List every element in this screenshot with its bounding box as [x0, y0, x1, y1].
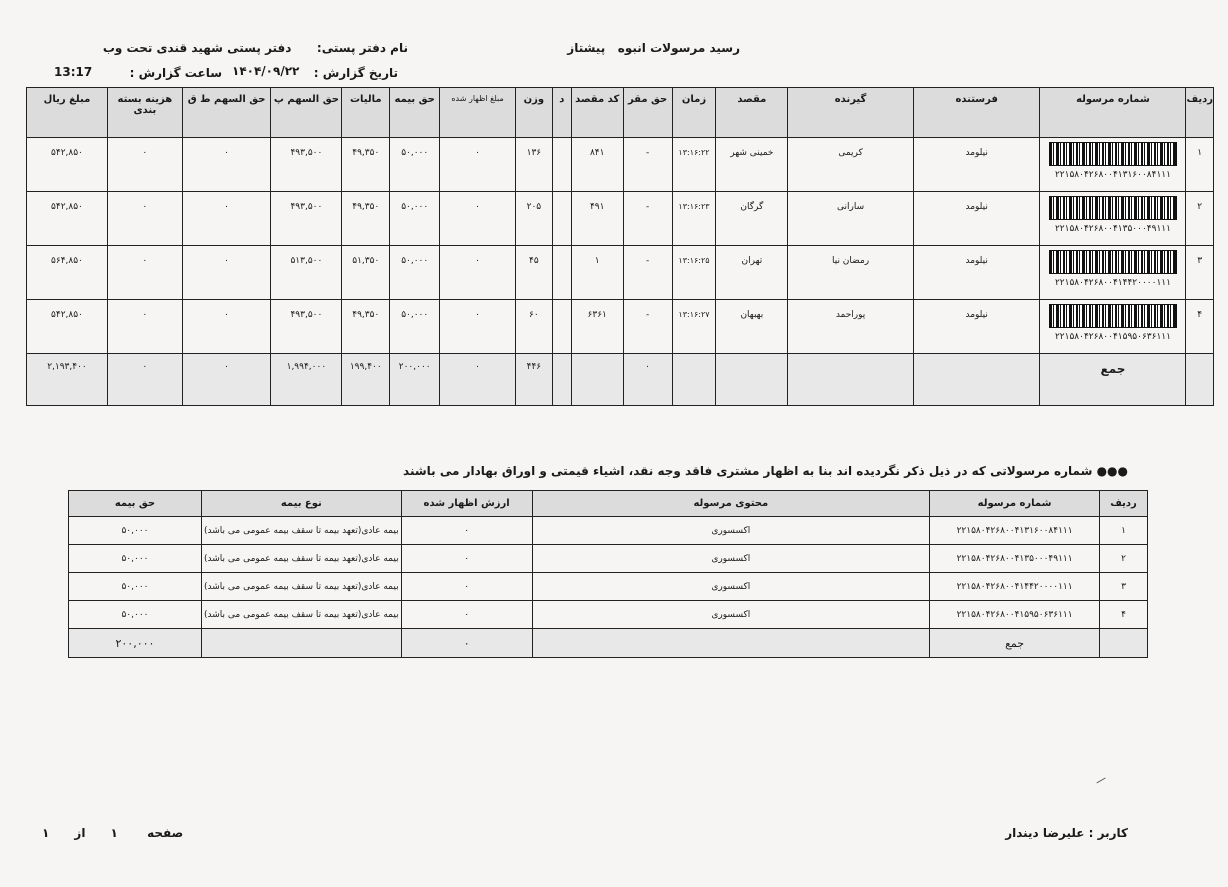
- ins-barcode: ۲۲۱۵۸۰۴۲۶۸۰۰۴۱۳۱۶۰۰۸۴۱۱۱: [930, 517, 1100, 545]
- ins-row-number: ۱: [1100, 517, 1148, 545]
- time-cell: ۱۳:۱۶:۲۷: [672, 300, 716, 354]
- barcode-number: ۲۲۱۵۸۰۴۲۶۸۰۰۴۱۳۵۰۰۰۴۹۱۱۱: [1054, 224, 1171, 234]
- ins-col-content: محتوی مرسوله: [532, 491, 930, 517]
- ins-sum-premium: ۲۰۰,۰۰۰: [69, 629, 202, 658]
- amount-cell: ۵۶۴,۸۵۰: [27, 246, 108, 300]
- amount-cell: ۵۴۲,۸۵۰: [27, 192, 108, 246]
- sum-empty: [571, 354, 623, 406]
- ins-declared: ۰: [401, 517, 532, 545]
- ins-col-premium: حق بیمه: [69, 491, 202, 517]
- ins-type: بیمه عادی(تعهد بیمه تا سقف بیمه عمومی می باشد): [201, 545, 401, 573]
- dest-code-cell: ۴۹۱: [571, 192, 623, 246]
- share-p-cell: ۴۹۳,۵۰۰: [271, 300, 342, 354]
- ins-content: اکسسوری: [532, 545, 930, 573]
- share-p-cell: ۴۹۳,۵۰۰: [271, 138, 342, 192]
- time-cell: ۱۳:۱۶:۲۲: [672, 138, 716, 192]
- share-tq-cell: ۰: [182, 246, 271, 300]
- insurance-header-row: [69, 491, 1148, 517]
- ins-premium: ۵۰,۰۰۰: [69, 573, 202, 601]
- row-number: ۱: [1186, 138, 1214, 192]
- ins-type: بیمه عادی(تعهد بیمه تا سقف بیمه عمومی می باشد): [201, 517, 401, 545]
- weight-cell: ۱۳۶: [515, 138, 552, 192]
- page-info: [42, 826, 183, 840]
- notice-text: ●●● شماره مرسولاتی که در ذیل ذکر نگردیده اند بنا به اظهار مشتری فاقد وجه نقد، اشیاء قیمتی و اوراق بهادار می باشند: [403, 464, 1128, 478]
- destination-cell: تهران: [716, 246, 788, 300]
- ins-row-number: ۲: [1100, 545, 1148, 573]
- insurance-cell: ۵۰,۰۰۰: [390, 300, 440, 354]
- d-cell: [552, 138, 571, 192]
- weight-cell: ۶۰: [515, 300, 552, 354]
- declared-cell: ۰: [440, 138, 516, 192]
- ins-type: بیمه عادی(تعهد بیمه تا سقف بیمه عمومی می باشد): [201, 601, 401, 629]
- ins-sum-label: جمع: [930, 629, 1100, 658]
- insurance-row: [69, 601, 1148, 629]
- sum-empty: [552, 354, 571, 406]
- sum-share-p: ۱,۹۹۴,۰۰۰: [271, 354, 342, 406]
- sum-declared: ۰: [440, 354, 516, 406]
- amount-cell: ۵۴۲,۸۵۰: [27, 138, 108, 192]
- destination-cell: بهبهان: [716, 300, 788, 354]
- sender-cell: نیلومد: [913, 138, 1040, 192]
- date-label: تاریخ گزارش :: [313, 66, 398, 80]
- col-tax: مالیات: [342, 88, 390, 138]
- sender-cell: نیلومد: [913, 192, 1040, 246]
- receipt-title: رسید مرسولات انبوه پیشتاز: [567, 41, 740, 55]
- sum-tax: ۱۹۹,۴۰۰: [342, 354, 390, 406]
- barcode-number: ۲۲۱۵۸۰۴۲۶۸۰۰۴۱۵۹۵۰۶۳۶۱۱۱: [1054, 332, 1171, 342]
- dest-code-cell: ۶۳۶۱: [571, 300, 623, 354]
- sum-packing: ۰: [107, 354, 182, 406]
- tax-cell: ۴۹,۳۵۰: [342, 300, 390, 354]
- office-label: نام دفتر پستی:: [316, 41, 408, 55]
- destination-cell: گرگان: [716, 192, 788, 246]
- col-amount: مبلغ ریال: [27, 88, 108, 138]
- time-cell: ۱۳:۱۶:۲۵: [672, 246, 716, 300]
- ins-col-type: نوع بیمه: [201, 491, 401, 517]
- sender-cell: نیلومد: [913, 246, 1040, 300]
- ins-sum-empty: [201, 629, 401, 658]
- packing-cell: ۰: [107, 246, 182, 300]
- col-row: ردیف: [1186, 88, 1214, 138]
- declared-cell: ۰: [440, 246, 516, 300]
- ins-col-barcode: شماره مرسوله: [930, 491, 1100, 517]
- insurance-row: [69, 545, 1148, 573]
- col-share-tq: حق السهم ط ق: [182, 88, 271, 138]
- weight-cell: ۲۰۵: [515, 192, 552, 246]
- table-row: [27, 300, 1214, 354]
- ins-content: اکسسوری: [532, 573, 930, 601]
- barcode-cell: [1040, 246, 1186, 300]
- col-weight: وزن: [515, 88, 552, 138]
- declared-cell: ۰: [440, 192, 516, 246]
- barcode-image: [1049, 196, 1177, 220]
- d-cell: [552, 192, 571, 246]
- haq-maqar-cell: -: [623, 192, 672, 246]
- user-label: کاربر :: [1088, 826, 1128, 840]
- row-number: ۴: [1186, 300, 1214, 354]
- col-dest-code: کد مقصد: [571, 88, 623, 138]
- receiver-cell: کریمی: [788, 138, 914, 192]
- tax-cell: ۴۹,۳۵۰: [342, 138, 390, 192]
- amount-cell: ۵۴۲,۸۵۰: [27, 300, 108, 354]
- share-tq-cell: ۰: [182, 300, 271, 354]
- table-row: [27, 246, 1214, 300]
- pen-mark: [1096, 778, 1105, 784]
- sum-label: جمع: [1040, 354, 1186, 406]
- col-share-p: حق السهم پ: [271, 88, 342, 138]
- ins-declared: ۰: [401, 601, 532, 629]
- user-info: [1005, 826, 1128, 840]
- ins-sum-empty: [532, 629, 930, 658]
- office-value: دفتر پستی شهید قندی تحت وب: [102, 41, 292, 55]
- row-number: ۲: [1186, 192, 1214, 246]
- col-sender: فرستنده: [913, 88, 1040, 138]
- ins-barcode: ۲۲۱۵۸۰۴۲۶۸۰۰۴۱۵۹۵۰۶۳۶۱۱۱: [930, 601, 1100, 629]
- barcode-number: ۲۲۱۵۸۰۴۲۶۸۰۰۴۱۳۱۶۰۰۸۴۱۱۱: [1054, 170, 1171, 180]
- receiver-cell: پوراحمد: [788, 300, 914, 354]
- sum-haq-maqar: ۰: [623, 354, 672, 406]
- sum-amount: ۲,۱۹۳,۴۰۰: [27, 354, 108, 406]
- barcode-cell: [1040, 300, 1186, 354]
- insurance-table: [68, 490, 1148, 658]
- barcode-number: ۲۲۱۵۸۰۴۲۶۸۰۰۴۱۴۴۲۰۰۰۰۱۱۱: [1054, 278, 1171, 288]
- sum-empty: [1186, 354, 1214, 406]
- ins-premium: ۵۰,۰۰۰: [69, 601, 202, 629]
- barcode-image: [1049, 250, 1177, 274]
- barcode-cell: [1040, 192, 1186, 246]
- insurance-row: [69, 517, 1148, 545]
- insurance-cell: ۵۰,۰۰۰: [390, 138, 440, 192]
- ins-barcode: ۲۲۱۵۸۰۴۲۶۸۰۰۴۱۴۴۲۰۰۰۰۱۱۱: [930, 573, 1100, 601]
- date-value: ۱۴۰۴/۰۹/۲۲: [232, 64, 300, 78]
- col-d: د: [552, 88, 571, 138]
- receiver-cell: رمضان نیا: [788, 246, 914, 300]
- table-row: [27, 192, 1214, 246]
- ins-premium: ۵۰,۰۰۰: [69, 517, 202, 545]
- shipments-table: [26, 87, 1214, 406]
- col-barcode: شماره مرسوله: [1040, 88, 1186, 138]
- dest-code-cell: ۱: [571, 246, 623, 300]
- weight-cell: ۴۵: [515, 246, 552, 300]
- share-tq-cell: ۰: [182, 192, 271, 246]
- receiver-cell: سارانی: [788, 192, 914, 246]
- sum-share-tq: ۰: [182, 354, 271, 406]
- insurance-cell: ۵۰,۰۰۰: [390, 246, 440, 300]
- col-destination: مقصد: [716, 88, 788, 138]
- page-total: ۱: [42, 826, 50, 840]
- office-info: [103, 37, 408, 56]
- col-packing: هزینه بسته بندی: [107, 88, 182, 138]
- tax-cell: ۴۹,۳۵۰: [342, 192, 390, 246]
- page-label: صفحه: [147, 826, 184, 840]
- sum-empty: [672, 354, 716, 406]
- ins-type: بیمه عادی(تعهد بیمه تا سقف بیمه عمومی می باشد): [201, 573, 401, 601]
- destination-cell: خمینی شهر: [716, 138, 788, 192]
- ins-row-number: ۴: [1100, 601, 1148, 629]
- share-tq-cell: ۰: [182, 138, 271, 192]
- col-haq-maqar: حق مقر: [623, 88, 672, 138]
- col-declared: مبلغ اظهار شده: [440, 88, 516, 138]
- ins-row-number: ۳: [1100, 573, 1148, 601]
- ins-content: اکسسوری: [532, 601, 930, 629]
- declared-cell: ۰: [440, 300, 516, 354]
- table-header-row: [27, 88, 1214, 138]
- row-number: ۳: [1186, 246, 1214, 300]
- ins-declared: ۰: [401, 545, 532, 573]
- sum-empty: [913, 354, 1040, 406]
- insurance-cell: ۵۰,۰۰۰: [390, 192, 440, 246]
- packing-cell: ۰: [107, 138, 182, 192]
- sum-empty: [788, 354, 914, 406]
- insurance-row: [69, 573, 1148, 601]
- barcode-image: [1049, 142, 1177, 166]
- tax-cell: ۵۱,۳۵۰: [342, 246, 390, 300]
- time-label: ساعت گزارش :: [129, 66, 222, 80]
- sum-insurance: ۲۰۰,۰۰۰: [390, 354, 440, 406]
- insurance-sum-row: [69, 629, 1148, 658]
- ins-col-declared: ارزش اظهار شده: [401, 491, 532, 517]
- haq-maqar-cell: -: [623, 246, 672, 300]
- packing-cell: ۰: [107, 192, 182, 246]
- col-time: زمان: [672, 88, 716, 138]
- barcode-cell: [1040, 138, 1186, 192]
- ins-content: اکسسوری: [532, 517, 930, 545]
- time-cell: ۱۳:۱۶:۲۳: [672, 192, 716, 246]
- page-current: ۱: [110, 826, 118, 840]
- share-p-cell: ۵۱۳,۵۰۰: [271, 246, 342, 300]
- ins-declared: ۰: [401, 573, 532, 601]
- d-cell: [552, 246, 571, 300]
- ins-premium: ۵۰,۰۰۰: [69, 545, 202, 573]
- sum-weight: ۴۴۶: [515, 354, 552, 406]
- packing-cell: ۰: [107, 300, 182, 354]
- time-value: 13:17: [54, 65, 93, 79]
- col-insurance: حق بیمه: [390, 88, 440, 138]
- table-row: [27, 138, 1214, 192]
- ins-col-row: ردیف: [1100, 491, 1148, 517]
- ins-sum-declared: ۰: [401, 629, 532, 658]
- sum-empty: [716, 354, 788, 406]
- ins-sum-empty: [1100, 629, 1148, 658]
- user-value: علیرضا دیندار: [1005, 826, 1085, 840]
- barcode-image: [1049, 304, 1177, 328]
- d-cell: [552, 300, 571, 354]
- share-p-cell: ۴۹۳,۵۰۰: [271, 192, 342, 246]
- col-receiver: گیرنده: [788, 88, 914, 138]
- page-of: از: [74, 826, 86, 840]
- dest-code-cell: ۸۴۱: [571, 138, 623, 192]
- haq-maqar-cell: -: [623, 138, 672, 192]
- haq-maqar-cell: -: [623, 300, 672, 354]
- ins-barcode: ۲۲۱۵۸۰۴۲۶۸۰۰۴۱۳۵۰۰۰۴۹۱۱۱: [930, 545, 1100, 573]
- sum-row: [27, 354, 1214, 406]
- sender-cell: نیلومد: [913, 300, 1040, 354]
